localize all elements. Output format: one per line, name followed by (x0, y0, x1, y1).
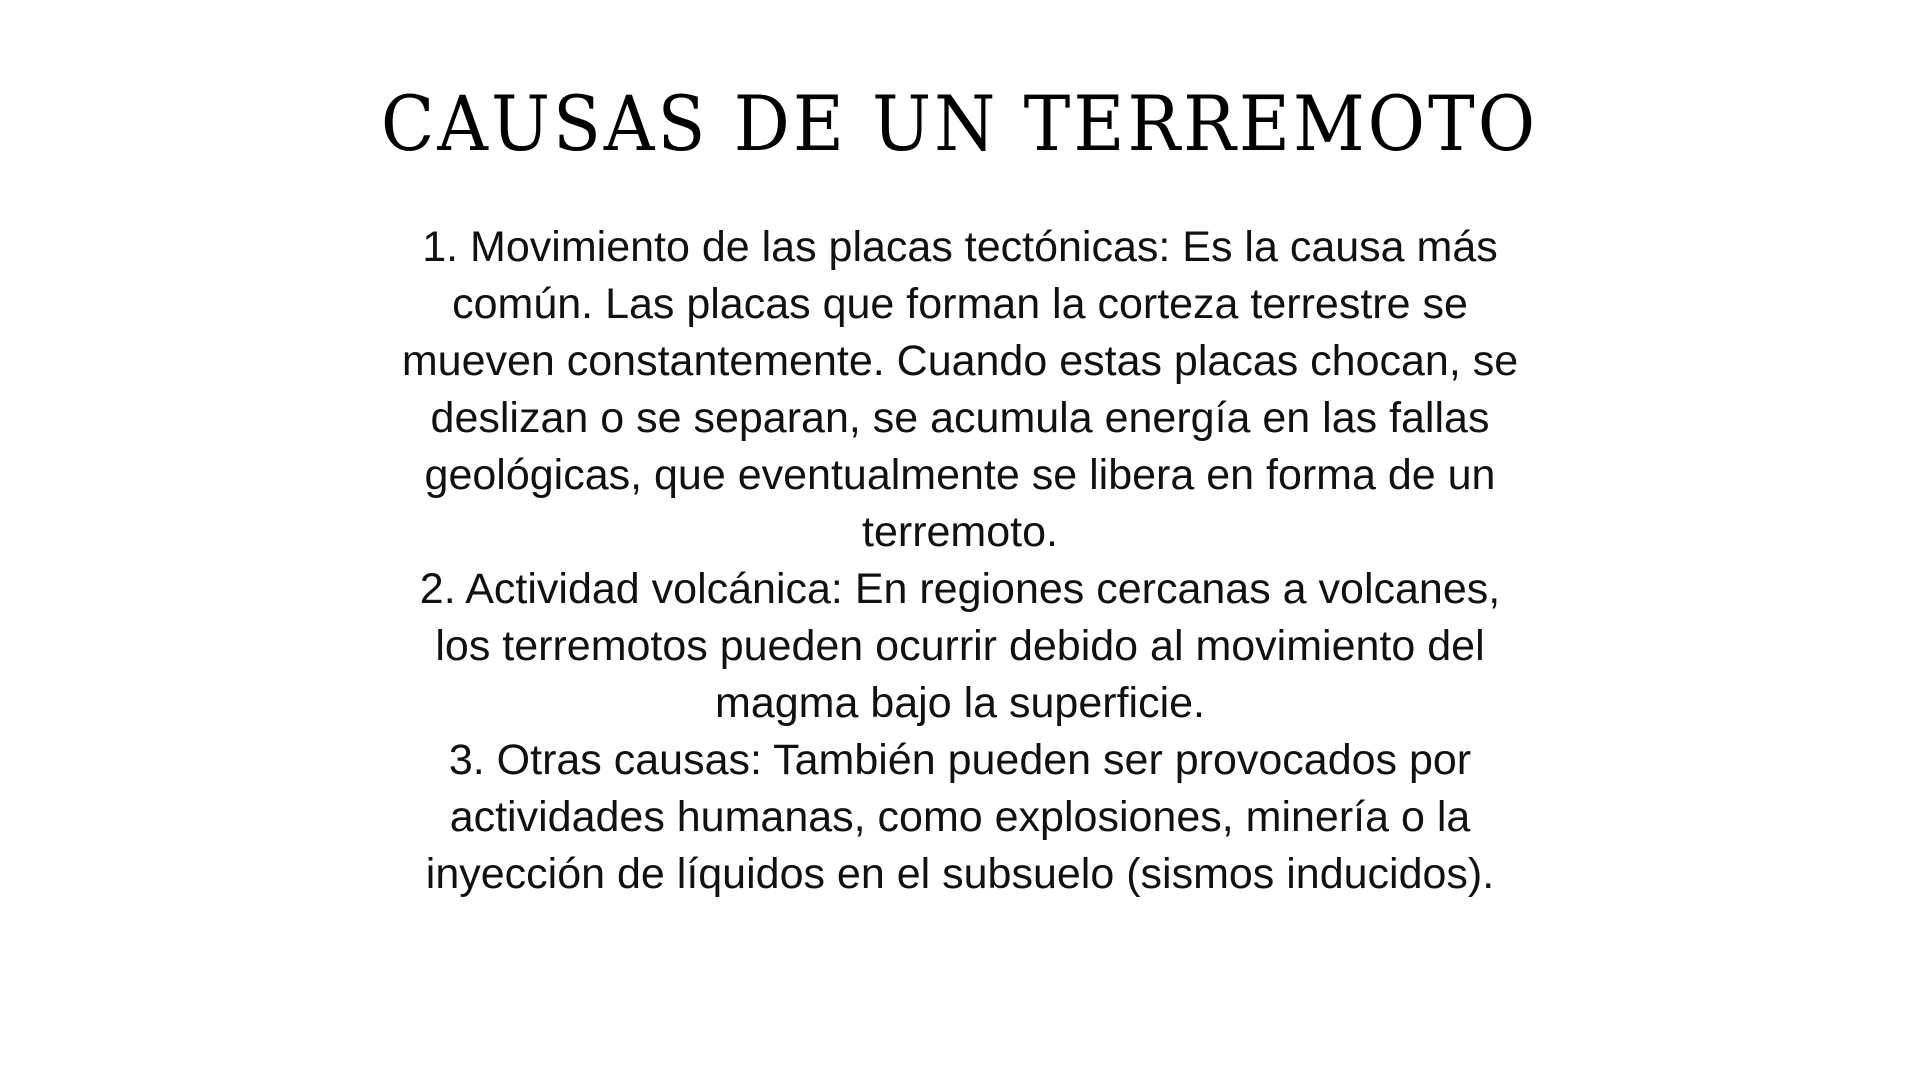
body-line: terremoto. (862, 508, 1058, 556)
body-line: 1. Movimiento de las placas tectónicas: Es la causa más (422, 223, 1498, 271)
body-line: mueven constantemente. Cuando estas placas chocan, se (401, 337, 1519, 385)
body-line: común. Las placas que forman la corteza terrestre se (452, 280, 1468, 328)
body-line: actividades humanas, como explosiones, minería o la (449, 793, 1471, 841)
body-line: inyección de líquidos en el subsuelo (sismos inducidos). (425, 850, 1495, 898)
body-line: 2. Actividad volcánica: En regiones cercanas a volcanes, (419, 565, 1501, 613)
slide-title: CAUSAS DE UN TERREMOTO (380, 79, 1539, 169)
body-line: deslizan o se separan, se acumula energía en las fallas (430, 394, 1490, 442)
slide-body (360, 219, 1560, 903)
body-line: 3. Otras causas: También pueden ser provocados por (448, 736, 1472, 784)
body-line: geológicas, que eventualmente se libera en forma de un (424, 451, 1496, 499)
body-line: los terremotos pueden ocurrir debido al movimiento del (435, 622, 1485, 670)
body-line: magma bajo la superficie. (715, 679, 1205, 727)
